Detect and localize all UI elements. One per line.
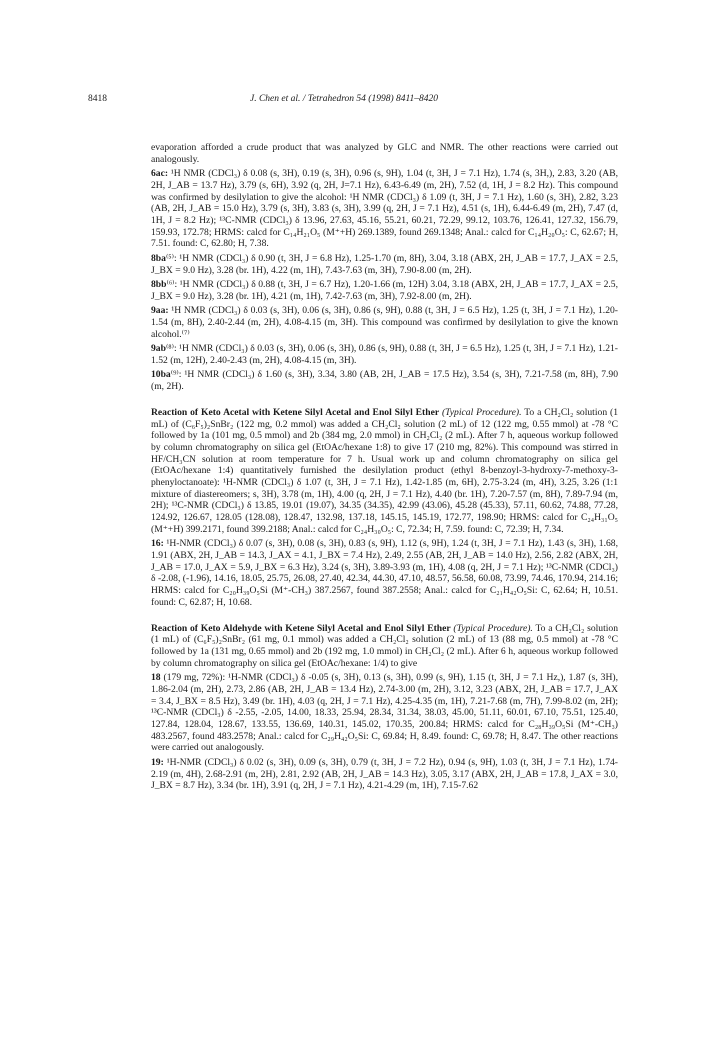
section-heading-note: (Typical Procedure). [450, 622, 533, 634]
section-heading: Reaction of Keto Acetal with Ketene Silyl Acetal and Enol Silyl Ether [151, 406, 440, 418]
paragraph-text: To a CH₂Cl₂ solution (1 mL) of (C₆F₅)₂SnBr₂ (122 mg, 0.2 mmol) was added a CH₂Cl₂ solution (2 mL) of 12 (122 mg, 0.55 mmol) at -78 °C followed by 1a (101 mg, 0.5 mmol) and 2b (384 mg, 2.0 mmol) in CH₂Cl₂ (2 mL). After 7 h, aqueous workup followed by column chromatography on silica gel (EtOAc/hexane 1:8) to give 17 (210 mg, 82%). This compound was stirred in HF/CH₃CN solution at room temperature for 7 h. Usual work up and column chromatography on silica gel (EtOAc/hexane 1:4) quantitatively furnished the desilylation product (ethyl 8-benzoyl-3-hydroxy-7-methoxy-3-phenyloctanoate): ¹H-NMR (CDCl₃) δ 1.07 (t, 3H, J = 7.1 Hz), 1.42-1.85 (m, 6H), 2.75-3.24 (m, 4H), 3.25, 3.26 (1:1 mixture of diastereomers; s, 3H), 3.78 (m, 1H), 4.00 (q, 2H, J = 7.1 Hz), 4.40 (br. 1H), 7.20-7.57 (m, 8H), 7.89-7.94 (m, 2H); ¹³C-NMR (CDCl₃) δ 13.85, 19.01 (19.07), 34.35 (34.35), 42.99 (43.06), 45.28 (45.33), 57.11, 60.62, 74.88, 77.28, 124.92, 126.67, 128.05 (128.08), 128.47, 132.98, 137.18, 145.15, 145.19, 172.77, 198.90; HRMS: calcd for C₂₄H₃₁O₅ (M⁺+H) 399.2171, found 399.2188; Anal.: calcd for C₂₄H₃₀O₅: C, 72.34; H, 7.59. found: C, 72.39; H, 7.34. [151, 406, 618, 535]
compound-label: 10ba [151, 369, 171, 381]
paragraph-text: ⁽⁶⁾: ¹H NMR (CDCl₃) δ 0.88 (t, 3H, J = 6.7 Hz), 1.20-1.66 (m, 12H) 3.04, 3.18 (ABX, 2H, J_AB = 17.7, J_AX = 2.5, J_BX = 9.0 Hz), 3.28 (br. 1H), 4.21 (m, 1H), 7.42-7.63 (m, 3H), 7.92-8.00 (m, 2H). [151, 279, 618, 302]
paragraph [151, 305, 618, 340]
compound-label: 8bb [151, 279, 167, 291]
section-heading: Reaction of Keto Aldehyde with Ketene Silyl Acetal and Enol Silyl Ether [151, 622, 451, 634]
paragraph [151, 369, 618, 392]
paragraph [151, 343, 618, 366]
paragraph [151, 142, 618, 165]
paragraph-text: (179 mg, 72%): ¹H-NMR (CDCl₃) δ -0.05 (s, 3H), 0.13 (s, 3H), 0.99 (s, 9H), 1.15 (t, 3H, J = 7.1 Hz,), 1.87 (s, 3H), 1.86-2.04 (m, 2H), 2.73, 2.86 (AB, 2H, J_AB = 13.4 Hz), 2.74-3.00 (m, 2H), 3.12, 3.23 (ABX, 2H, J_AB = 17.7, J_AX = 3.4, J_BX = 8.5 Hz), 3.49 (br. 1H), 4.03 (q, 2H, J = 7.1 Hz), 4.25-4.35 (m, 1H), 7.21-7.68 (m, 7H), 7.99-8.02 (m, 2H); ¹³C-NMR (CDCl₃) δ -2.55, -2.05, 14.00, 18.33, 25.94, 28.34, 31.34, 38.03, 45.00, 51.11, 60.01, 67.10, 75.51, 125.40, 127.84, 128.04, 128.67, 133.55, 136.69, 140.31, 145.02, 170.35, 200.84; HRMS: calcd for C₂₈H₃₉O₅Si (M⁺-CH₃) 483.2567, found 483.2578; Anal.: calcd for C₂₉H₄₂O₅Si: C, 69.84; H, 8.49. found: C, 69.78; H, 8.47. The other reactions were carried out analogously. [151, 672, 618, 754]
running-head: J. Chen et al. / Tetrahedron 54 (1998) 8411–8420 [250, 94, 439, 104]
paragraph [151, 253, 618, 276]
paragraph [151, 168, 618, 250]
paragraph-text: ¹H NMR (CDCl₃) δ 0.03 (s, 3H), 0.06 (s, 3H), 0.86 (s, 9H), 0.88 (t, 3H, J = 6.5 Hz), 1.25 (t, 3H, J = 7.1 Hz), 1.20-1.54 (m, 8H), 2.40-2.44 (m, 2H), 4.08-4.15 (m, 3H). This compound was confirmed by desilylation to give the known alcohol.⁽⁷⁾ [151, 305, 618, 340]
compound-label: 18 [151, 672, 161, 684]
paragraph-text: To a CH₂Cl₂ solution (1 mL) of (C₆F₅)₂SnBr₂ (61 mg, 0.1 mmol) was added a CH₂Cl₂ solution (2 mL) of 13 (88 mg, 0.5 mmol) at -78 °C followed by 1a (131 mg, 0.65 mmol) and 2b (192 mg, 1.0 mmol) in CH₂Cl₂ (2 mL). After 6 h, aqueous workup followed by column chromatography on silica gel (EtOAc/hexane: 1/4) to give [151, 622, 619, 669]
paragraph [151, 279, 618, 302]
paragraph [151, 672, 618, 754]
compound-label: 6ac: [151, 168, 169, 180]
section-paragraph [151, 407, 618, 536]
compound-label: 8ba [151, 252, 166, 264]
section-heading-note: (Typical Procedure). [439, 406, 522, 418]
paragraph-text: ¹H NMR (CDCl₃) δ 0.08 (s, 3H), 0.19 (s, 3H), 0.96 (s, 9H), 1.04 (t, 3H, J = 7.1 Hz), 1.74 (s, 3H,), 2.83, 3.20 (AB, 2H, J_AB = 13.7 Hz), 3.79 (s, 6H), 3.92 (q, 2H, J=7.1 Hz), 6.43-6.49 (m, 2H), 7.52 (d, 1H, J = 8.2 Hz). This compound was confirmed by desilylation to give the alcohol: ¹H NMR (CDCl₃) δ 1.09 (t, 3H, J = 7.1 Hz), 1.60 (s, 3H), 2.82, 3.23 (AB, 2H, J_AB = 15.0 Hz), 3.79 (s, 3H), 3.83 (s, 3H), 3.99 (q, 2H, J = 7.1 Hz), 4.51 (s, 1H), 6.44-6.49 (m, 2H), 7.47 (d, 1H, J = 8.2 Hz); ¹³C-NMR (CDCl₃) δ 13.96, 27.63, 45.16, 55.21, 60.21, 72.29, 99.12, 103.76, 126.41, 127.32, 156.79, 159.93, 172.78; HRMS: calcd for C₁₄H₂₁O₅ (M⁺+H) 269.1389, found 269.1348; Anal.: calcd for C₁₄H₂₀O₅: C, 62.67; H, 7.51. found: C, 62.80; H, 7.38. [151, 168, 618, 250]
page-number: 8418 [88, 94, 107, 104]
compound-label: 19: [151, 756, 164, 768]
compound-label: 9ab [151, 343, 166, 355]
page-header [88, 94, 628, 110]
paragraph-text: ¹H-NMR (CDCl₃) δ 0.07 (s, 3H), 0.08 (s, 3H), 0.83 (s, 9H), 1.12 (s, 9H), 1.24 (t, 3H, J = 7.1 Hz), 1.43 (s, 3H), 1.68, 1.91 (ABX, 2H, J_AB = 14.3, J_AX = 4.1, J_BX = 7.4 Hz), 2.49, 2.55 (AB, 2H, J_AB = 14.0 Hz), 2.56, 2.82 (ABX, 2H, J_AB = 17.0, J_AX = 5.9, J_BX = 6.3 Hz), 3.24 (s, 3H), 3.89-3.93 (m, 1H), 4.08 (q, 2H, J = 7.1 Hz); ¹³C-NMR (CDCl₃) δ -2.08, (-1.96), 14.16, 18.05, 25.75, 26.08, 27.40, 42.34, 44.30, 47.10, 48.57, 56.58, 60.08, 73.99, 74.46, 170.94, 214.16; HRMS: calcd for C₂₀H₃₉O₅Si (M⁺-CH₃) 387.2567, found 387.2558; Anal.: calcd for C₂₁H₄₂O₅Si: C, 62.64; H, 10.51. found: C, 62.87; H, 10.68. [151, 538, 618, 608]
section-paragraph [151, 623, 618, 670]
paragraph-text: ¹H-NMR (CDCl₃) δ 0.02 (s, 3H), 0.09 (s, 3H), 0.79 (t, 3H, J = 7.2 Hz), 0.94 (s, 9H), 1.03 (t, 3H, J = 7.1 Hz), 1.74-2.19 (m, 4H), 2.68-2.91 (m, 2H), 2.81, 2.92 (AB, 2H, J_AB = 14.3 Hz), 3.05, 3.17 (ABX, 2H, J_AB = 17.8, J_AX = 3.0, J_BX = 8.7 Hz), 3.34 (br. 1H), 3.91 (q, 2H, J = 7.1 Hz), 4.21-4.29 (m, 1H), 7.15-7.62 [151, 756, 618, 792]
compound-label: 16: [151, 538, 164, 550]
paragraph-text: ⁽⁸⁾: ¹H NMR (CDCl₃) δ 0.03 (s, 3H), 0.06 (s, 3H), 0.86 (s, 9H), 0.88 (t, 3H, J = 6.5 Hz), 1.25 (t, 3H, J = 7.1 Hz), 1.21-1.52 (m, 12H), 2.40-2.43 (m, 2H), 4.08-4.15 (m, 3H). [151, 343, 618, 366]
paragraph-text: evaporation afforded a crude product that was analyzed by GLC and NMR. The other reactions were carried out analogously. [151, 142, 618, 165]
compound-label: 9aa: [151, 305, 169, 317]
paragraph [151, 757, 618, 792]
paragraph-text: ⁽⁵⁾: ¹H NMR (CDCl₃) δ 0.90 (t, 3H, J = 6.8 Hz), 1.25-1.70 (m, 8H), 3.04, 3.18 (ABX, 2H, J_AB = 17.7, J_AX = 2.5, J_BX = 9.0 Hz), 3.28 (br. 1H), 4.22 (m, 1H), 7.43-7.63 (m, 3H), 7.90-8.00 (m, 2H). [151, 252, 618, 276]
paragraph [151, 538, 618, 608]
paragraph-text: ⁽⁹⁾: ¹H NMR (CDCl₃) δ 1.60 (s, 3H), 3.34, 3.80 (AB, 2H, J_AB = 17.5 Hz), 3.54 (s, 3H), 7.21-7.58 (m, 8H), 7.90 (m, 2H). [151, 369, 618, 393]
article-body [151, 142, 618, 795]
